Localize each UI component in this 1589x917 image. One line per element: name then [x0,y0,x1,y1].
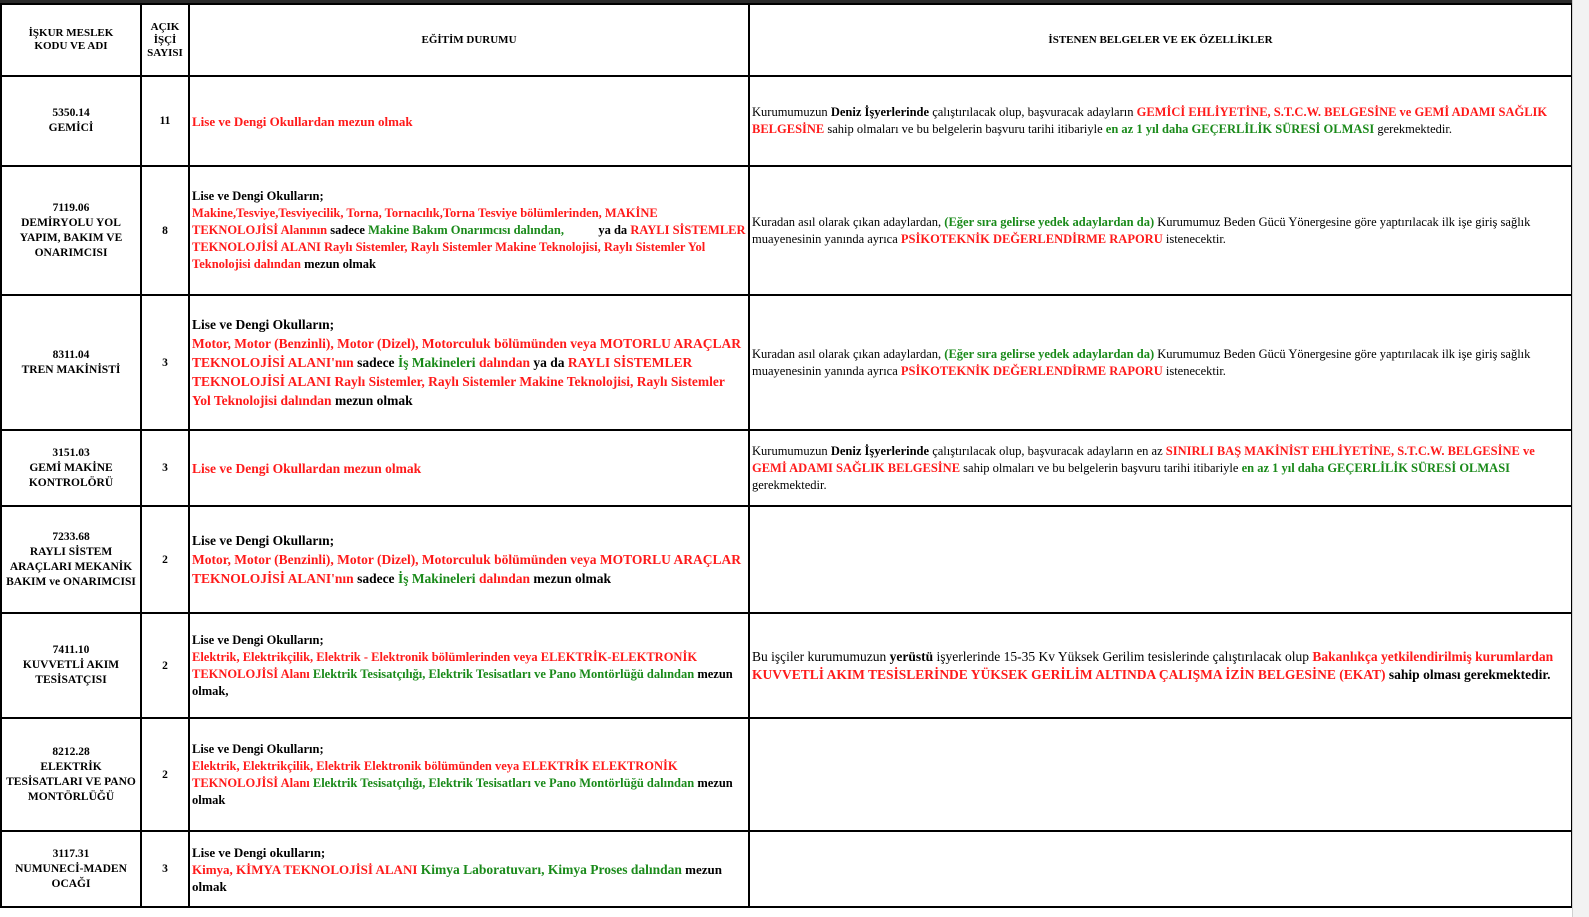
header-code: İŞKUR MESLEK KODU VE ADI [1,4,141,76]
education-text: mezun olmak [529,571,611,586]
education-text: Kimya Laboratuvarı, Kimya Proses dalından [417,861,682,877]
table-row [1,718,1572,831]
documents-text: GEMİCİ EHLİYETİNE, S.T.C.W. BELGESİNE ve GEMİ ADAMI SAĞLIK BELGESİNE [752,105,1548,136]
documents-text: Kurumumuzun [752,443,831,458]
education-cell [189,831,749,907]
job-name: TREN MAKİNİSTİ [21,363,121,376]
documents-text: istenecektir. [1162,363,1226,378]
documents-text: Bakanlıkça yetkilendirilmiş kurumlardan KUVVETLİ AKIM TESİSLERİNDE YÜKSEK GERİLİM ALTINDA ÇALIŞMA İZİN BELGESİNE (EKAT) [752,648,1554,682]
education-text: dalından [475,571,530,586]
table-row [1,506,1572,613]
documents-text: PSİKOTEKNİK DEĞERLENDİRME RAPORU [900,231,1163,246]
header-count: AÇIK İŞÇİ SAYISI [141,4,189,76]
open-positions-count: 11 [141,76,189,166]
education-text: Lise ve Dengi Okullardan mezun olmak [192,113,413,129]
documents-text: Kurumumuzun [752,105,831,119]
documents-text: istenecektir. [1162,231,1226,246]
table-row [1,166,1572,295]
documents-text: Kuradan asıl olarak çıkan adaylardan, [752,214,945,229]
open-positions-count: 2 [141,506,189,613]
education-cell [189,506,749,613]
documents-text: (Eğer sıra gelirse yedek adaylardan da) [944,214,1155,229]
education-text: Lise ve Dengi okulların; [192,844,326,860]
education-text: Elektrik, Elektrikçilik, Elektrik - Elektronik bölümlerinden veya ELEKTRİK-ELEKTRONİK TEKNOLOJİSİ Alanı [192,649,698,681]
documents-text: Kurumumuz Beden Gücü Yönergesine göre yaptırılacak ilk işe giriş sağlık muayenesinin yanında ayrıca [752,214,1531,246]
documents-text: çalıştırılacak olup, başvuracak adayların [929,105,1137,119]
job-listing-table [0,3,1573,908]
job-code: 7411.10 [52,644,90,656]
documents-cell [749,718,1572,831]
documents-cell [749,613,1572,718]
header-education: EĞİTİM DURUMU [189,4,749,76]
education-text: sadece [353,571,398,586]
documents-cell [749,506,1572,613]
education-cell [189,718,749,831]
education-text: mezun olmak [192,861,723,894]
education-text: Elektrik Tesisatçılığı, [309,666,426,681]
job-code-cell [1,831,141,907]
documents-text: işyerlerinde 15-35 Kv Yüksek Gerilim tesislerinde çalıştırılacak olup [933,648,1313,664]
documents-text: (Eğer sıra gelirse yedek adaylardan da) [944,346,1155,361]
education-text: Lise ve Dengi Okulların; [192,632,324,647]
open-positions-count: 2 [141,613,189,718]
documents-text: sahip olması gerekmektedir. [1385,666,1551,682]
education-text: mezun olmak [192,775,733,807]
documents-text: gerekmektedir. [752,477,827,492]
job-name: GEMİCİ [48,122,94,134]
documents-text: yerüstü [889,648,934,664]
education-text: ya da [563,223,631,237]
job-code-cell [1,718,141,831]
education-text: mezun olmak, [192,666,733,698]
open-positions-count: 8 [141,166,189,295]
documents-text: Deniz İşyerlerinde [830,443,930,458]
job-name: RAYLI SİSTEM ARAÇLARI MEKANİK BAKIM ve ONARIMCISI [6,545,136,588]
education-text: Lise ve Dengi Okulların; [192,741,324,756]
education-text: sadece [327,223,369,237]
table-row [1,295,1572,430]
education-text: İş Makineleri [397,571,476,586]
job-code: 7233.68 [52,530,90,543]
education-text: Makine Bakım Onarımcısı dalından, [368,223,564,237]
education-text: İş Makineleri [397,355,476,370]
education-text: mezun olmak [331,393,413,408]
documents-text: SINIRLI BAŞ MAKİNİST EHLİYETİNE, S.T.C.W. BELGESİNE ve GEMİ ADAMI SAĞLIK BELGESİNE [752,443,1535,475]
documents-text: en az 1 yıl daha GEÇERLİLİK SÜRESİ OLMASI [1241,460,1511,475]
documents-text: Bu işçiler kurumumuzun [752,648,890,664]
documents-cell [749,76,1572,166]
documents-text: Kurumumuz Beden Gücü Yönergesine göre yaptırılacak ilk işe giriş sağlık muayenesinin yanında ayrıca [752,346,1531,378]
education-text: sadece [353,355,398,370]
documents-text: Deniz İşyerlerinde [830,105,930,119]
job-name: DEMİRYOLU YOL YAPIM, BAKIM VE ONARIMCISI [19,216,123,259]
education-text: Lise ve Dengi Okulların; [192,317,335,332]
job-code: 8311.04 [52,348,90,361]
vertical-scrollbar[interactable] [1572,0,1589,917]
header-row [1,4,1572,76]
education-text: RAYLI SİSTEMLER TEKNOLOJİSİ ALANI Raylı Sistemler, Raylı Sistemler Makine Teknolojisi, Raylı Sistemler Yol Teknolojisi dalından [192,223,746,271]
table-row [1,430,1572,506]
open-positions-count: 3 [141,831,189,907]
education-cell [189,76,749,166]
education-text: Lise ve Dengi Okullardan mezun olmak [192,460,422,476]
job-code: 8212.28 [52,745,90,758]
table-row [1,613,1572,718]
open-positions-count: 3 [141,295,189,430]
job-code-cell [1,76,141,166]
table-row [1,76,1572,166]
job-name: KUVVETLİ AKIM TESİSATÇISI [22,659,120,686]
table-row [1,831,1572,907]
job-name: ELEKTRİK TESİSATLARI VE PANO MONTÖRLÜĞÜ [6,760,136,803]
education-text: Motor, Motor (Benzinli), Motor (Dizel), Motorculuk bölümünden veya MOTORLU ARAÇLAR TEKNOLOJİSİ ALANI'nın [192,336,741,370]
open-positions-count: 3 [141,430,189,506]
job-code-cell [1,613,141,718]
education-cell [189,166,749,295]
documents-cell [749,295,1572,430]
education-text: ya da [529,355,568,370]
documents-cell [749,166,1572,295]
documents-text: en az 1 yıl daha GEÇERLİLİK SÜRESİ OLMASI [1105,122,1375,136]
documents-text: sahip olmaları ve bu belgelerin başvuru tarihi itibariyle [824,122,1106,136]
job-code-cell [1,295,141,430]
job-code: 5350.14 [52,107,90,119]
job-name: GEMİ MAKİNE KONTROLÖRÜ [28,461,114,489]
open-positions-count: 2 [141,718,189,831]
education-text: Elektrik Tesisatçılığı, Elektrik Tesisatları ve Pano Montörlüğü dalından [309,775,695,790]
job-code-cell [1,506,141,613]
job-code: 7119.06 [52,201,90,214]
education-cell [189,613,749,718]
job-code-cell [1,166,141,295]
documents-text: gerekmektedir. [1374,122,1452,136]
documents-text: PSİKOTEKNİK DEĞERLENDİRME RAPORU [900,363,1163,378]
education-text: Kimya, KİMYA TEKNOLOJİSİ ALANI [192,861,418,877]
education-text: Elektrik Tesisatları ve Pano Montörlüğü dalından [425,666,695,681]
education-text: mezun olmak [300,257,376,271]
documents-cell [749,831,1572,907]
education-cell [189,295,749,430]
education-text: Motor, Motor (Benzinli), Motor (Dizel), Motorculuk bölümünden veya MOTORLU ARAÇLAR TEKNOLOJİSİ ALANI'nın [192,552,741,586]
documents-text: sahip olmaları ve bu belgelerin başvuru tarihi itibariyle [960,460,1242,475]
education-text: RAYLI SİSTEMLER TEKNOLOJİSİ ALANI Raylı Sistemler, Raylı Sistemler Makine Teknolojisi, Raylı Sistemler Yol Teknolojisi dalından [192,355,725,408]
job-code: 3151.03 [52,446,90,459]
education-text: Lise ve Dengi Okulların; [192,533,335,548]
documents-cell [749,430,1572,506]
documents-text: Kuradan asıl olarak çıkan adaylardan, [752,346,945,361]
job-code-cell [1,430,141,506]
education-cell [189,430,749,506]
education-text: Lise ve Dengi Okulların; [192,189,324,203]
education-text: Makine,Tesviye,Tesviyecilik, Torna, Tornacılık,Torna Tesviye bölümlerinden, MAKİNE TEKNOLOJİSİ Alanının [192,206,658,237]
job-code: 3117.31 [52,847,90,860]
header-documents: İSTENEN BELGELER VE EK ÖZELLİKLER [749,4,1572,76]
education-text: Elektrik, Elektrikçilik, Elektrik Elektronik bölümünden veya ELEKTRİK ELEKTRONİK TEKNOLOJİSİ Alanı [192,758,678,790]
documents-text: çalıştırılacak olup, başvuracak adayların en az [929,443,1166,458]
job-name: NUMUNECİ-MADEN OCAĞI [15,862,127,890]
education-text: dalından [475,355,530,370]
